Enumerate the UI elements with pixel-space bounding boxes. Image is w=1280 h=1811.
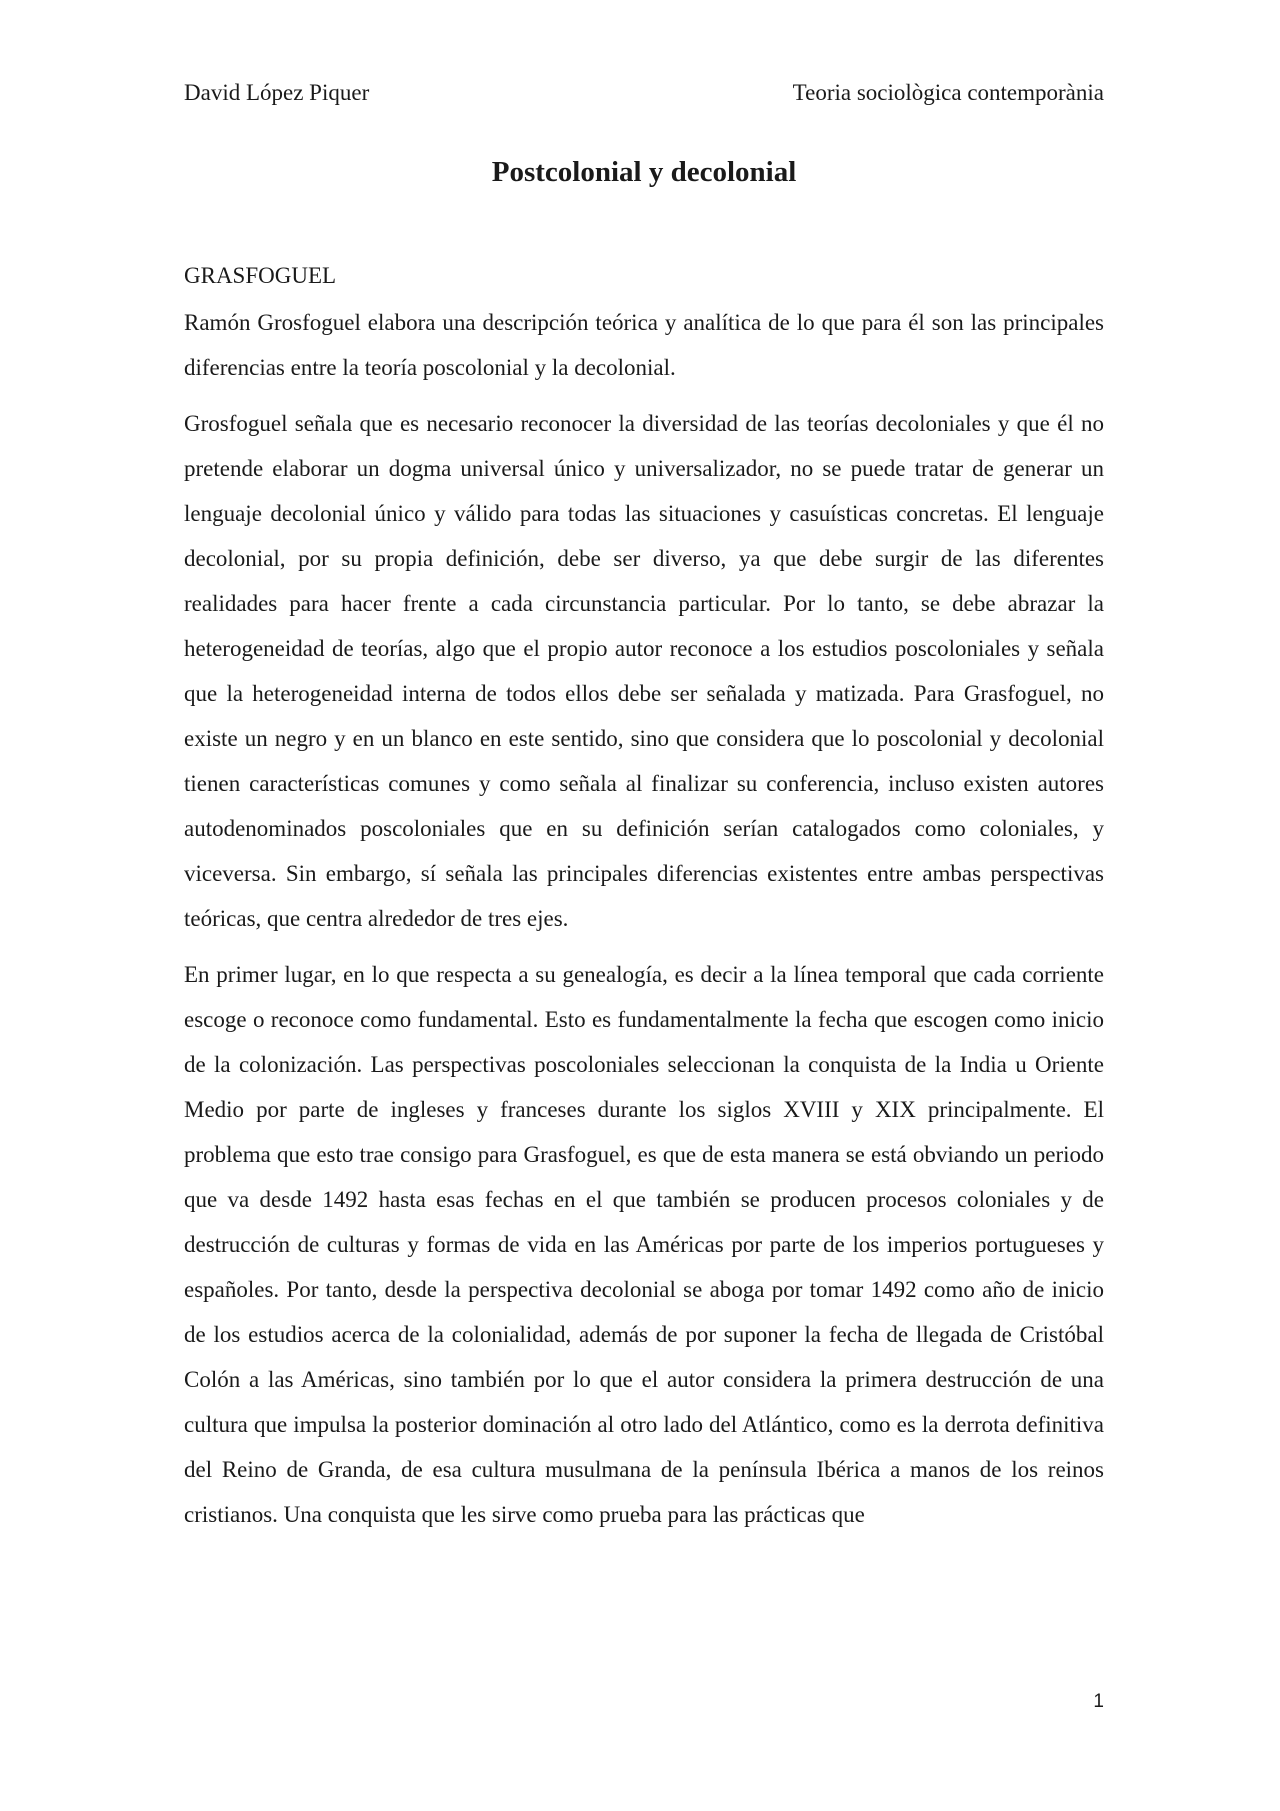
header-course: Teoria sociològica contemporània: [792, 80, 1104, 105]
document-body: [184, 258, 1104, 1548]
paragraph-diversity: Grosfoguel señala que es necesario reconocer la diversidad de las teorías decoloniales y que él no pretende elaborar un dogma universal único y universalizador, no se puede tratar de generar un lenguaje decolonial único y válido para todas las situaciones y casuísticas concretas. El lenguaje decolonial, por su propia definición, debe ser diverso, ya que debe surgir de las diferentes realidades para hacer frente a cada circunstancia particular. Por lo tanto, se debe abrazar la heterogeneidad de teorías, algo que el propio autor reconoce a los estudios poscoloniales y señala que la heterogeneidad interna de todos ellos debe ser señalada y matizada. Para Grasfoguel, no existe un negro y en un blanco en este sentido, sino que considera que lo poscolonial y decolonial tienen características comunes y como señala al finalizar su conferencia, incluso existen autores autodenominados poscoloniales que en su definición serían catalogados como coloniales, y viceversa. Sin embargo, sí señala las principales diferencias existentes entre ambas perspectivas teóricas, que centra alrededor de tres ejes.: [184, 411, 1104, 931]
paragraph-genealogy: En primer lugar, en lo que respecta a su genealogía, es decir a la línea temporal que cada corriente escoge o reconoce como fundamental. Esto es fundamentalmente la fecha que escogen como inicio de la colonización. Las perspectivas poscoloniales seleccionan la conquista de la India u Oriente Medio por parte de ingleses y franceses durante los siglos XVIII y XIX principalmente. El problema que esto trae consigo para Grasfoguel, es que de esta manera se está obviando un periodo que va desde 1492 hasta esas fechas en el que también se producen procesos coloniales y de destrucción de culturas y formas de vida en las Américas por parte de los imperios portugueses y españoles. Por tanto, desde la perspectiva decolonial se aboga por tomar 1492 como año de inicio de los estudios acerca de la colonialidad, además de por suponer la fecha de llegada de Cristóbal Colón a las Américas, sino también por lo que el autor considera la primera destrucción de una cultura que impulsa la posterior dominación al otro lado del Atlántico, como es la derrota definitiva del Reino de Granda, de esa cultura musulmana de la península Ibérica a manos de los reinos cristianos. Una conquista que les sirve como prueba para las prácticas que: [184, 962, 1104, 1527]
page-header: [184, 76, 1104, 110]
header-author: David López Piquer: [184, 80, 370, 105]
document-title: Postcolonial y decolonial: [491, 156, 797, 188]
paragraph-intro: Ramón Grosfoguel elabora una descripción teórica y analítica de lo que para él son las principales diferencias entre la teoría poscolonial y la decolonial.: [184, 310, 1104, 380]
page-number: 1: [1093, 1691, 1104, 1712]
section-heading: GRASFOGUEL: [184, 263, 337, 288]
